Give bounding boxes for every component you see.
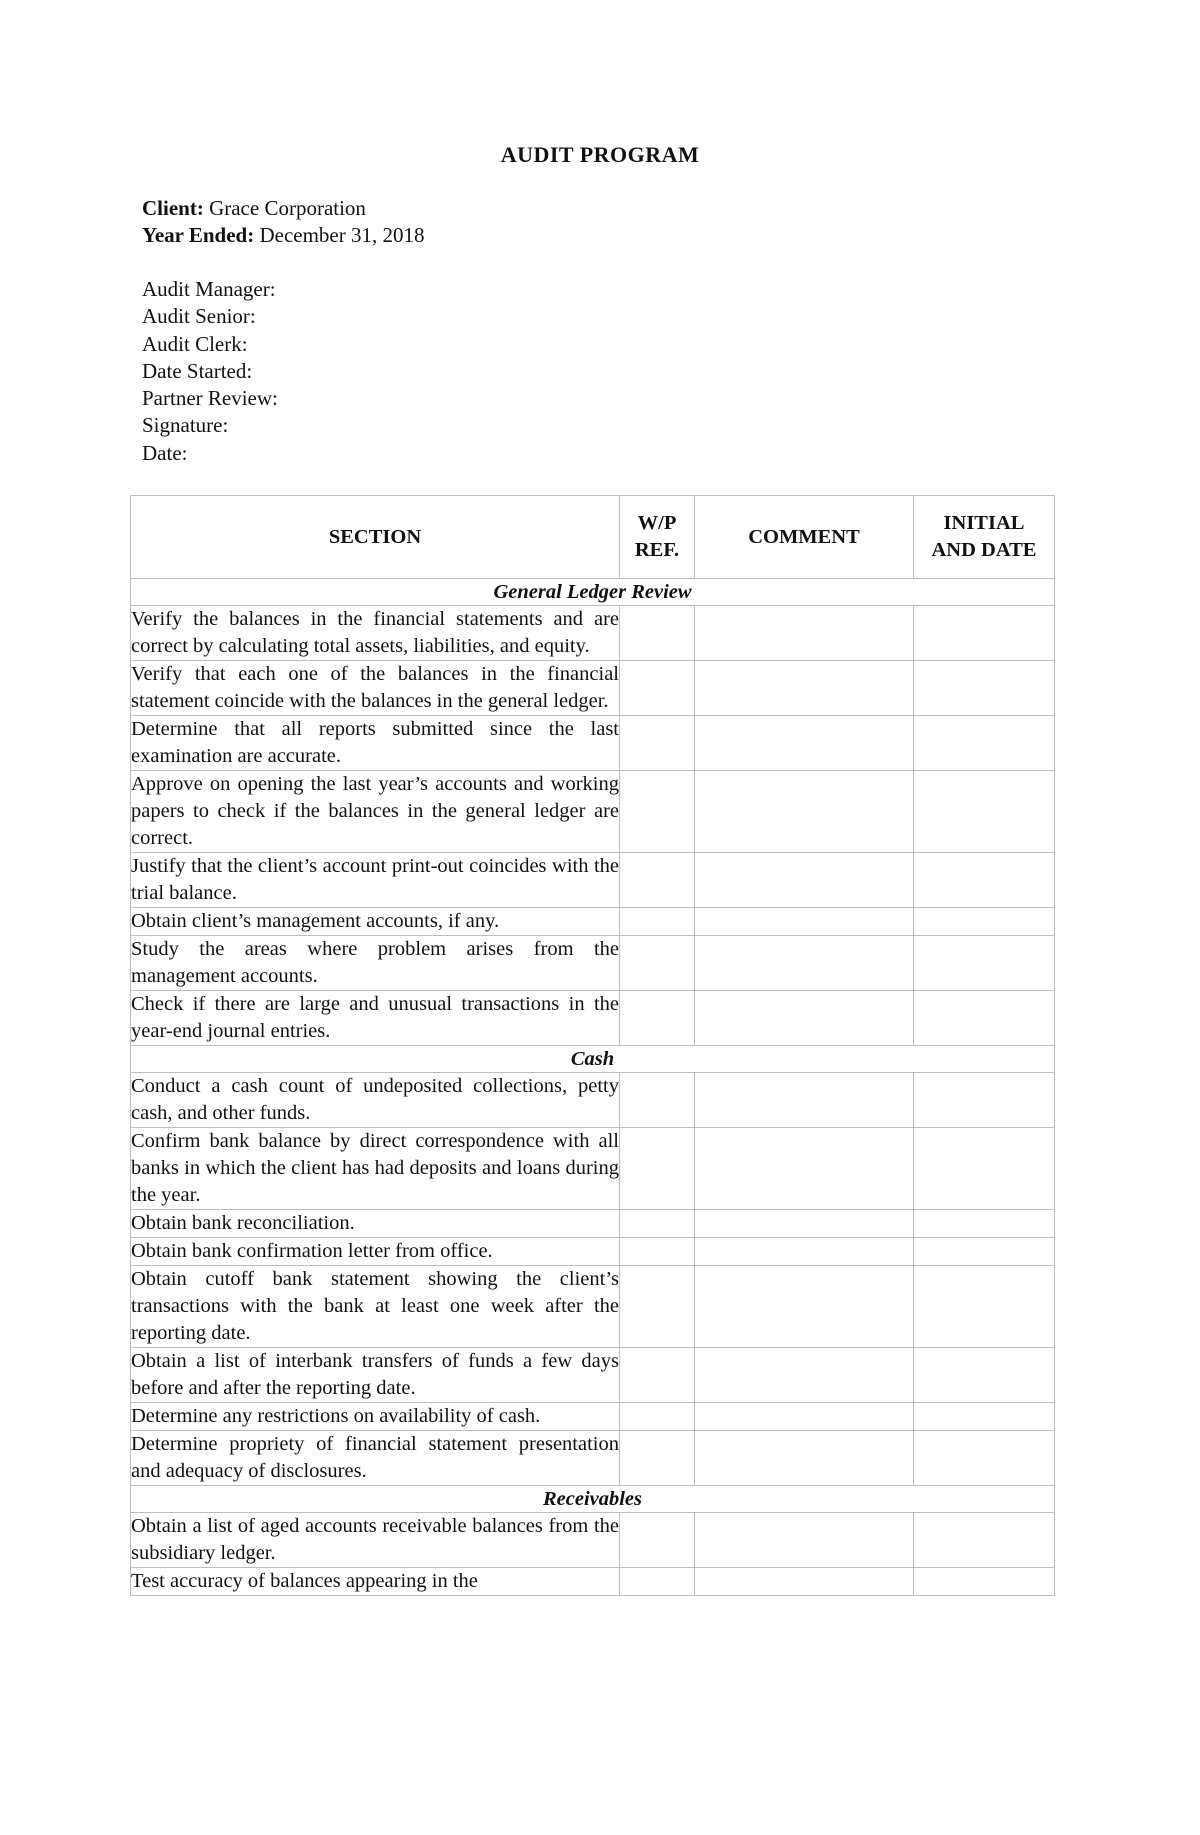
comment-cell[interactable] — [695, 1210, 914, 1238]
initial-date-cell[interactable] — [914, 991, 1055, 1046]
header-comment: COMMENT — [695, 496, 914, 579]
comment-cell[interactable] — [695, 771, 914, 853]
initial-date-cell[interactable] — [914, 908, 1055, 936]
audit-step-text: Determine any restrictions on availability of cash. — [131, 1403, 620, 1431]
table-header-row — [131, 496, 1055, 579]
signoff-audit-senior: Audit Senior: — [142, 304, 256, 329]
comment-cell[interactable] — [695, 606, 914, 661]
audit-step-text: Check if there are large and unusual transactions in the year-end journal entries. — [131, 991, 620, 1046]
initial-date-cell[interactable] — [914, 771, 1055, 853]
client-info — [142, 195, 425, 249]
header-section: SECTION — [131, 496, 620, 579]
initial-date-cell[interactable] — [914, 1348, 1055, 1403]
table-row — [131, 1210, 1055, 1238]
audit-step-text: Obtain bank confirmation letter from office. — [131, 1238, 620, 1266]
comment-cell[interactable] — [695, 661, 914, 716]
table-row — [131, 771, 1055, 853]
table-row — [131, 1403, 1055, 1431]
initial-date-cell[interactable] — [914, 1073, 1055, 1128]
wp-ref-cell[interactable] — [620, 1266, 695, 1348]
signoff-date: Date: — [142, 440, 188, 465]
initial-date-cell[interactable] — [914, 1403, 1055, 1431]
table-row — [131, 1348, 1055, 1403]
audit-step-text: Determine that all reports submitted since the last examination are accurate. — [131, 716, 620, 771]
initial-date-cell[interactable] — [914, 1431, 1055, 1486]
year-line — [142, 222, 425, 249]
year-value: December 31, 2018 — [259, 223, 425, 247]
audit-step-text: Obtain bank reconciliation. — [131, 1210, 620, 1238]
initial-date-cell[interactable] — [914, 1128, 1055, 1210]
comment-cell[interactable] — [695, 908, 914, 936]
table-row — [131, 716, 1055, 771]
initial-date-cell[interactable] — [914, 1238, 1055, 1266]
audit-step-text: Conduct a cash count of undeposited collections, petty cash, and other funds. — [131, 1073, 620, 1128]
signoff-audit-clerk: Audit Clerk: — [142, 331, 248, 356]
wp-ref-cell[interactable] — [620, 853, 695, 908]
year-label: Year Ended: — [142, 223, 255, 247]
initial-date-cell[interactable] — [914, 1266, 1055, 1348]
audit-step-text: Justify that the client’s account print-out coincides with the trial balance. — [131, 853, 620, 908]
wp-ref-cell[interactable] — [620, 1238, 695, 1266]
table-row — [131, 1513, 1055, 1568]
audit-step-text: Obtain client’s management accounts, if any. — [131, 908, 620, 936]
table-row — [131, 1266, 1055, 1348]
header-initial-date: INITIAL AND DATE — [914, 496, 1055, 579]
signoff-signature: Signature: — [142, 413, 229, 438]
group-header-row — [131, 1046, 1055, 1073]
wp-ref-cell[interactable] — [620, 1403, 695, 1431]
page-title: AUDIT PROGRAM — [500, 142, 700, 167]
table-row — [131, 1431, 1055, 1486]
initial-date-cell[interactable] — [914, 1513, 1055, 1568]
signoff-date-started: Date Started: — [142, 358, 253, 383]
wp-ref-cell[interactable] — [620, 1431, 695, 1486]
audit-step-text: Obtain cutoff bank statement showing the client’s transactions with the bank at least one week after the reporting date. — [131, 1266, 620, 1348]
initial-date-cell[interactable] — [914, 853, 1055, 908]
table-row — [131, 853, 1055, 908]
audit-step-text: Determine propriety of financial statement presentation and adequacy of disclosures. — [131, 1431, 620, 1486]
comment-cell[interactable] — [695, 936, 914, 991]
client-value: Grace Corporation — [209, 196, 366, 220]
table-row — [131, 1128, 1055, 1210]
audit-step-text: Obtain a list of interbank transfers of funds a few days before and after the reporting date. — [131, 1348, 620, 1403]
wp-ref-cell[interactable] — [620, 1128, 695, 1210]
header-wp-ref: W/P REF. — [620, 496, 695, 579]
table-row — [131, 991, 1055, 1046]
initial-date-cell[interactable] — [914, 606, 1055, 661]
table-row — [131, 661, 1055, 716]
initial-date-cell[interactable] — [914, 1568, 1055, 1596]
wp-ref-cell[interactable] — [620, 606, 695, 661]
table-row — [131, 1568, 1055, 1596]
wp-ref-cell[interactable] — [620, 1073, 695, 1128]
comment-cell[interactable] — [695, 1073, 914, 1128]
audit-step-text: Verify that each one of the balances in the financial statement coincide with the balances in the general ledger. — [131, 661, 620, 716]
wp-ref-cell[interactable] — [620, 1210, 695, 1238]
audit-step-text: Obtain a list of aged accounts receivable balances from the subsidiary ledger. — [131, 1513, 620, 1568]
wp-ref-cell[interactable] — [620, 991, 695, 1046]
group-header-row — [131, 1486, 1055, 1513]
signoff-partner-review: Partner Review: — [142, 386, 278, 411]
wp-ref-cell[interactable] — [620, 936, 695, 991]
audit-step-text: Test accuracy of balances appearing in the — [131, 1568, 620, 1596]
comment-cell[interactable] — [695, 1403, 914, 1431]
table-row — [131, 1238, 1055, 1266]
comment-cell[interactable] — [695, 991, 914, 1046]
wp-ref-cell[interactable] — [620, 1348, 695, 1403]
audit-step-text: Confirm bank balance by direct correspondence with all banks in which the client has had deposits and loans during the year. — [131, 1128, 620, 1210]
group-title: Receivables — [131, 1486, 1055, 1513]
comment-cell[interactable] — [695, 853, 914, 908]
audit-program-table — [130, 495, 1055, 1596]
audit-step-text: Study the areas where problem arises from the management accounts. — [131, 936, 620, 991]
comment-cell[interactable] — [695, 1513, 914, 1568]
wp-ref-cell[interactable] — [620, 771, 695, 853]
wp-ref-cell[interactable] — [620, 908, 695, 936]
wp-ref-cell[interactable] — [620, 1513, 695, 1568]
initial-date-cell[interactable] — [914, 936, 1055, 991]
group-title: General Ledger Review — [131, 579, 1055, 606]
group-header-row — [131, 579, 1055, 606]
signoff-audit-manager: Audit Manager: — [142, 277, 276, 301]
table-body — [131, 579, 1055, 1596]
client-label: Client: — [142, 196, 204, 220]
table-row — [131, 936, 1055, 991]
audit-step-text: Approve on opening the last year’s accounts and working papers to check if the balances in the general ledger are correct. — [131, 771, 620, 853]
wp-ref-cell[interactable] — [620, 716, 695, 771]
initial-date-cell[interactable] — [914, 661, 1055, 716]
comment-cell[interactable] — [695, 1128, 914, 1210]
group-title: Cash — [131, 1046, 1055, 1073]
comment-cell[interactable] — [695, 1431, 914, 1486]
initial-date-cell[interactable] — [914, 716, 1055, 771]
comment-cell[interactable] — [695, 1266, 914, 1348]
signoff-fields — [142, 276, 278, 467]
audit-step-text: Verify the balances in the financial statements and are correct by calculating total assets, liabilities, and equity. — [131, 606, 620, 661]
client-line — [142, 195, 425, 222]
table-row — [131, 908, 1055, 936]
comment-cell[interactable] — [695, 1568, 914, 1596]
table-row — [131, 1073, 1055, 1128]
wp-ref-cell[interactable] — [620, 661, 695, 716]
comment-cell[interactable] — [695, 1348, 914, 1403]
comment-cell[interactable] — [695, 716, 914, 771]
comment-cell[interactable] — [695, 1238, 914, 1266]
initial-date-cell[interactable] — [914, 1210, 1055, 1238]
wp-ref-cell[interactable] — [620, 1568, 695, 1596]
table-row — [131, 606, 1055, 661]
